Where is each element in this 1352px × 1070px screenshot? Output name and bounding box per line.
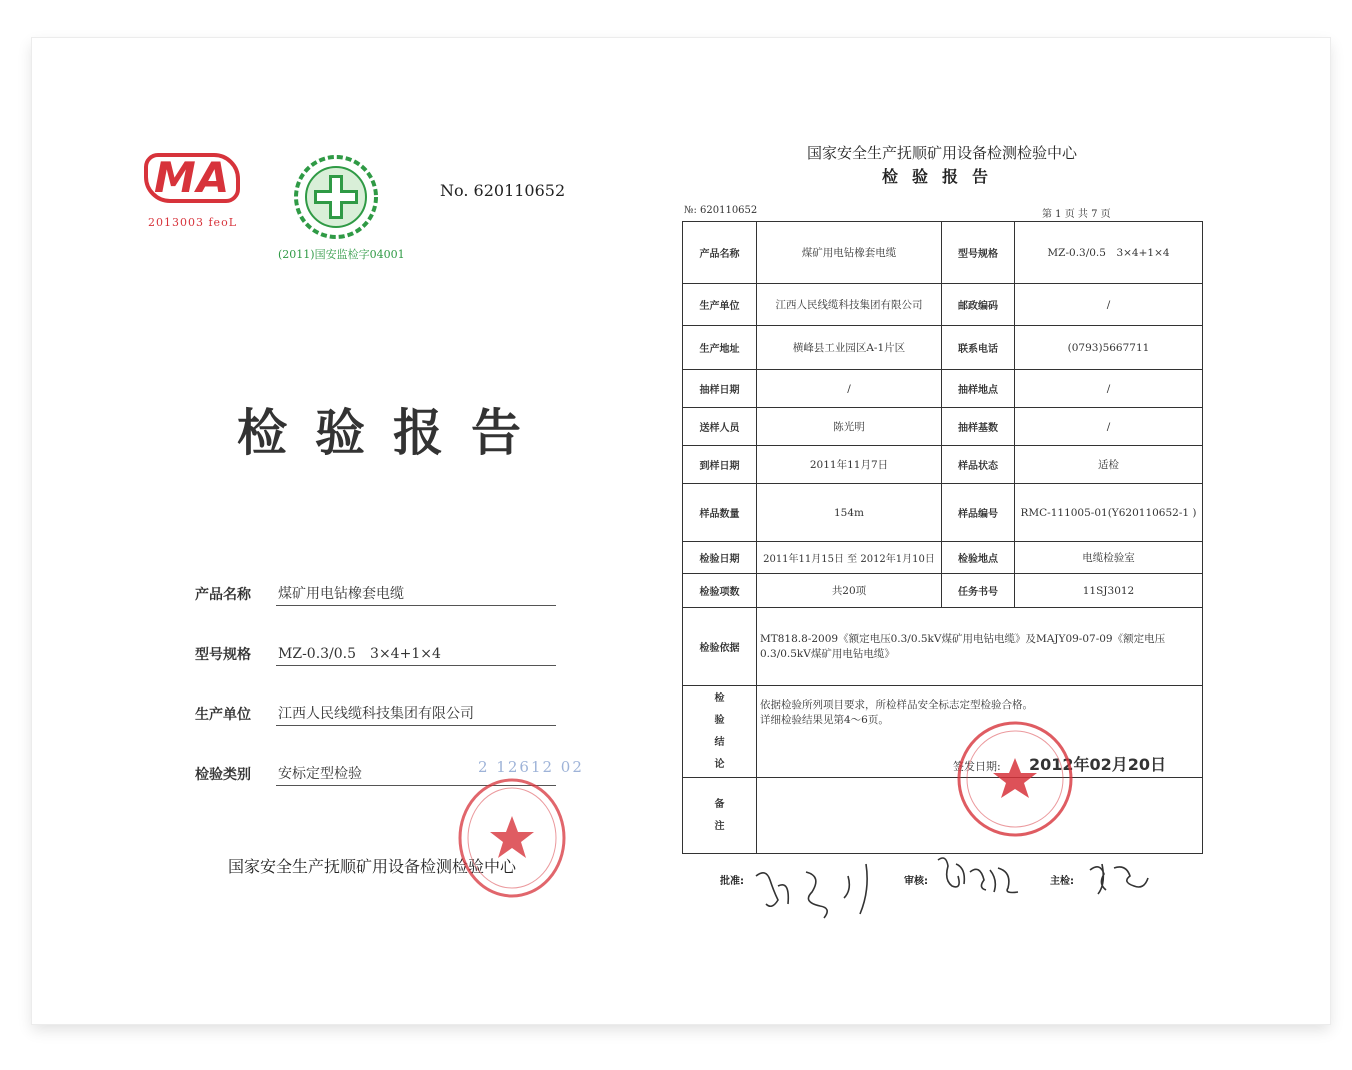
approve-signature: [748, 856, 898, 926]
stamp-code: 2 12612 02: [478, 758, 584, 776]
field-label-manufacturer: 生产单位: [195, 707, 251, 723]
table-label: 抽样地点: [942, 370, 1015, 408]
table-row: [683, 284, 1203, 326]
footer-organization: 国家安全生产抚顺矿用设备检测检验中心: [228, 857, 517, 876]
table-value: 11SJ3012: [1015, 574, 1203, 608]
field-label-category: 检验类别: [195, 767, 251, 783]
field-label-product: 产品名称: [195, 587, 251, 603]
ma-logo-text: MA: [144, 153, 240, 203]
table-label: 生产单位: [683, 284, 757, 326]
cross-logo-caption: (2011)国安监检字04001: [278, 248, 405, 261]
table-row: [683, 778, 1203, 854]
field-value-manufacturer: 江西人民线缆科技集团有限公司: [276, 703, 556, 726]
table-label: 到样日期: [683, 446, 757, 484]
table-value: /: [1015, 370, 1203, 408]
table-row: [683, 542, 1203, 574]
table-value: 陈光明: [757, 408, 942, 446]
red-seal-left: [452, 776, 567, 901]
ma-logo: [144, 153, 244, 233]
table-row: [683, 574, 1203, 608]
table-row: [683, 222, 1203, 284]
table-label: 检验项数: [683, 574, 757, 608]
table-label: 邮政编码: [942, 284, 1015, 326]
conclusion-line: 依据检验所列项目要求，所检样品安全标志定型检验合格。: [760, 699, 1033, 711]
conclusion-label: [683, 686, 757, 778]
basis-text: MT818.8-2009《额定电压0.3/0.5kV煤矿用电钻电缆》及MAJY09-07-09《额定电压0.3/0.5kV煤矿用电钻电缆》: [757, 608, 1203, 686]
certificate-sheet: [32, 38, 1330, 1024]
table-value: 电缆检验室: [1015, 542, 1203, 574]
table-value: /: [1015, 408, 1203, 446]
table-value: 2011年11月15日 至 2012年1月10日: [757, 542, 942, 574]
conclusion-label-char: 检: [714, 692, 725, 704]
table-row: [683, 446, 1203, 484]
table-label: 任务书号: [942, 574, 1015, 608]
table-label: 样品状态: [942, 446, 1015, 484]
sign-date: 2012年02月20日: [1029, 755, 1167, 774]
table-row: [683, 408, 1203, 446]
table-value: 2011年11月7日: [757, 446, 942, 484]
table-label: 型号规格: [942, 222, 1015, 284]
inspect-label: 主检:: [1050, 876, 1074, 887]
table-value: 横峰县工业园区A-1片区: [757, 326, 942, 370]
table-label: 抽样日期: [683, 370, 757, 408]
remark-label-char: 注: [714, 820, 725, 832]
table-value: 适检: [1015, 446, 1203, 484]
inspect-signature: [1084, 856, 1154, 902]
table-label: 抽样基数: [942, 408, 1015, 446]
table-value: 共20项: [757, 574, 942, 608]
table-row: [683, 370, 1203, 408]
remark-label: [683, 778, 757, 854]
table-label: 产品名称: [683, 222, 757, 284]
table-value: (0793)5667711: [1015, 326, 1203, 370]
conclusion-label-char: 结: [714, 736, 725, 748]
table-label: 样品数量: [683, 484, 757, 542]
report-number: No. 620110652: [440, 181, 566, 200]
table-value: RMC-111005-01(Y620110652-1 ): [1015, 484, 1203, 542]
right-title: 检验报告: [881, 167, 1002, 186]
conclusion-label-char: 验: [714, 714, 725, 726]
sign-date-label: 签发日期:: [953, 760, 1001, 773]
table-value: 江西人民线缆科技集团有限公司: [757, 284, 942, 326]
table-label: 样品编号: [942, 484, 1015, 542]
right-org-name: 国家安全生产抚顺矿用设备检测检验中心: [806, 144, 1077, 162]
table-row: [683, 686, 1203, 778]
review-signature: [932, 850, 1024, 906]
remark-label-char: 备: [714, 798, 725, 810]
table-value: MZ-0.3/0.5 3×4+1×4: [1015, 222, 1203, 284]
ma-number: 2013003 feoL: [148, 216, 237, 229]
review-label: 审核:: [904, 876, 928, 887]
table-value: /: [1015, 284, 1203, 326]
table-label: 联系电话: [942, 326, 1015, 370]
red-seal-right: [954, 718, 1076, 840]
conclusion-label-char: 论: [714, 758, 725, 770]
table-label: 检验地点: [942, 542, 1015, 574]
table-row: [683, 326, 1203, 370]
table-row: [683, 608, 1203, 686]
table-row: [683, 484, 1203, 542]
field-value-model: MZ-0.3/0.5 3×4+1×4: [276, 643, 556, 666]
approve-label: 批准:: [720, 876, 744, 887]
field-label-model: 型号规格: [195, 647, 251, 663]
table-value: 154m: [757, 484, 942, 542]
field-value-product: 煤矿用电钻橡套电缆: [276, 583, 556, 606]
basis-label: 检验依据: [683, 608, 757, 686]
right-report-number: №: 620110652: [684, 205, 758, 216]
table-label: 送样人员: [683, 408, 757, 446]
field-value-category: 安标定型检验: [276, 763, 556, 786]
report-table: [682, 221, 1203, 854]
table-label: 检验日期: [683, 542, 757, 574]
table-value: 煤矿用电钻橡套电缆: [757, 222, 942, 284]
safety-cross-logo: [290, 151, 382, 243]
page-info: 第 1 页 共 7 页: [1042, 209, 1111, 220]
report-title: 检验报告: [237, 404, 549, 462]
table-label: 生产地址: [683, 326, 757, 370]
table-value: /: [757, 370, 942, 408]
conclusion-line: 详细检验结果见第4～6页。: [760, 714, 889, 726]
